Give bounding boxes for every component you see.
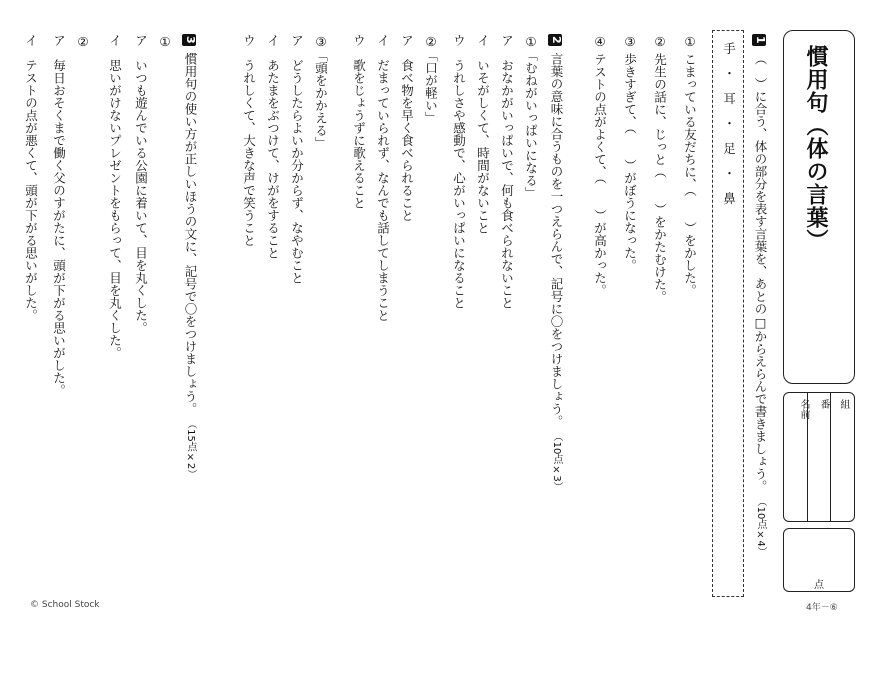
section2-q1: ①「むねがいっぱいになる」	[523, 34, 539, 199]
name-label: 名前	[798, 399, 809, 419]
section2-points: （10点×3）	[551, 431, 562, 492]
page-id: 4年－⑥	[806, 603, 838, 613]
section3-number: 3	[184, 36, 197, 44]
class-label: 組	[838, 399, 849, 409]
section1-item-2: ② 先生の話に、じっと（ ）をかたむけた。	[652, 34, 668, 303]
section3-q2: ②	[75, 34, 91, 49]
section3-q2-option-a[interactable]: ア 毎日おそくまで働く父のすがたに、頭が下がる思いがした。	[51, 34, 67, 397]
section1-item-1: ① こまっている友だちに、（ ）をかした。	[682, 34, 698, 297]
section2-q1-option-a[interactable]: ア おなかがいっぱいで、何も食べられないこと	[499, 34, 515, 309]
section3-q2-option-i[interactable]: イ テストの点が悪くて、頭が下がる思いがした。	[23, 34, 39, 322]
section2-q2-option-u[interactable]: ウ 歌をじょうずに歌えること	[351, 34, 367, 209]
section1-instruction: （ ）に合う、体の部分を表す言葉を、あとの□からえらんで書きましょう。	[753, 52, 768, 493]
section2-q2: ②「口が軽い」	[423, 34, 439, 124]
section2-q3-option-u[interactable]: ウ うれしくて、大きな声で笑うこと	[241, 34, 257, 247]
section2-q3-option-i[interactable]: イ あたまをぶつけて、けがをすること	[265, 34, 281, 259]
section2-q2-option-i[interactable]: イ だまっていられず、なんでも話してしまうこと	[375, 34, 391, 322]
section1-number: 1	[754, 36, 767, 44]
name-box	[783, 392, 855, 522]
page-title: 慣用句（体の言葉）	[803, 45, 828, 252]
choice-list: 手 ・ 耳 ・ 足 ・ 鼻	[721, 42, 737, 205]
section3-instruction: 慣用句の使い方が正しいほうの文に、記号で〇をつけましょう。	[183, 52, 198, 416]
section2-q3: ③「頭をかかえる」	[313, 34, 329, 149]
section1-points: （10点×4）	[755, 496, 766, 557]
points-label: 点	[814, 580, 824, 591]
number-label: 番	[818, 399, 829, 409]
section2-q3-option-a[interactable]: ア どうしたらよいか分からず、なやむこと	[289, 34, 305, 284]
section1-item-4: ④ テストの点がよくて、（ ）が高かった。	[592, 34, 608, 297]
copyright: © School Stock	[30, 600, 100, 610]
section2-number: 2	[550, 36, 563, 44]
section3-header	[182, 34, 196, 479]
section1-header	[752, 34, 766, 557]
section2-header	[548, 34, 562, 492]
section3-points: （15点×2）	[185, 419, 196, 480]
section2-q1-option-i[interactable]: イ いそがしくて、時間がないこと	[475, 34, 491, 234]
section3-q1-option-i[interactable]: イ 思いがけないプレゼントをもらって、目を丸くした。	[107, 34, 123, 359]
section1-item-3: ③ 歩きすぎて、（ ）がぼうになった。	[622, 34, 638, 272]
section2-q1-option-u[interactable]: ウ うれしさや感動で、心がいっぱいになること	[451, 34, 467, 309]
section3-q1-option-a[interactable]: ア いつも遊んでいる公園に着いて、目を丸くした。	[133, 34, 149, 334]
section3-q1: ①	[157, 34, 173, 49]
section2-instruction: 言葉の意味に合うものを一つえらんで、記号に〇をつけましょう。	[549, 52, 564, 428]
section2-q2-option-a[interactable]: ア 食べ物を早く食べられること	[399, 34, 415, 222]
